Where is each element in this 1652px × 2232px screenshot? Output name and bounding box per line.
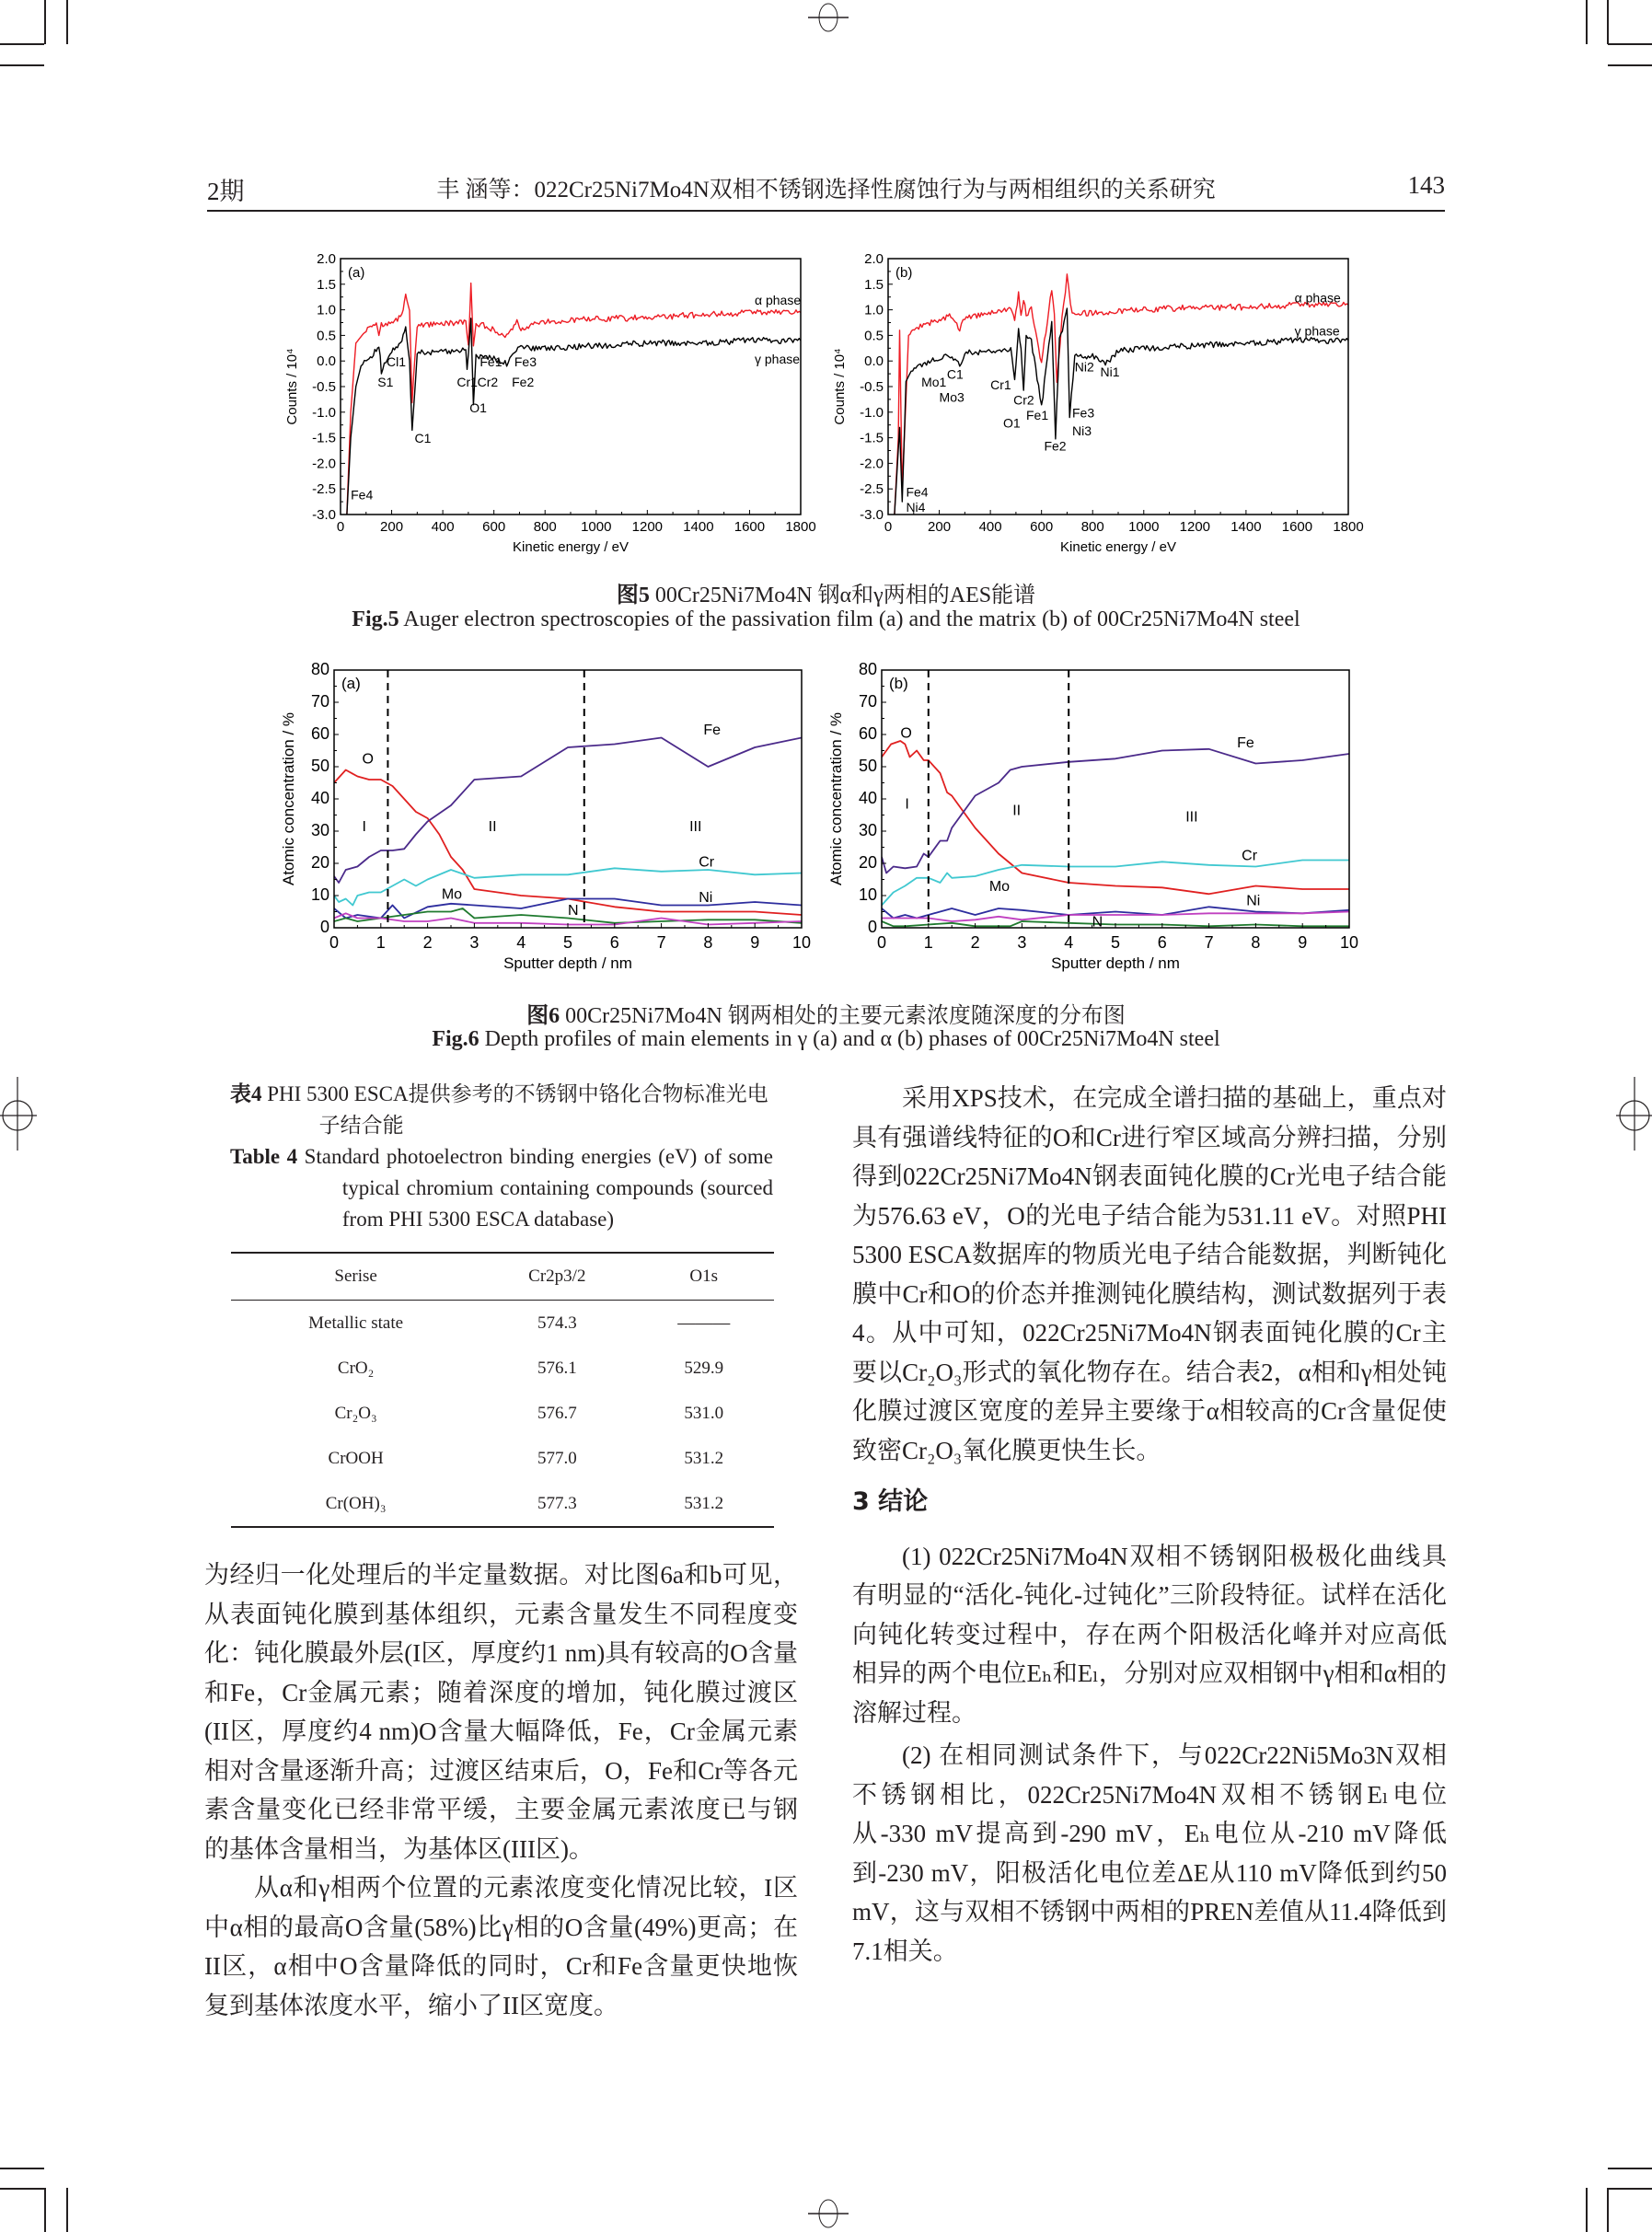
cell-cr2p: 577.3 bbox=[480, 1481, 633, 1527]
conclusion-item-2: (2) 在相同测试条件下，与022Cr22Ni5Mo3N双相不锈钢相比，022Cr25Ni7Mo4N双相不锈钢Eₗ电位从-330 mV提高到-290 mV，Eₕ电位从-210 mV降低到-230 mV，阳极活化电位差ΔE从110 mV降低到约50 mV，这与双相不锈钢中两相的PREN差值从11.4降低到7.1相关。 bbox=[852, 1741, 1447, 1965]
svg-text:(a): (a) bbox=[341, 675, 361, 692]
svg-text:7: 7 bbox=[1204, 933, 1214, 952]
running-header bbox=[207, 166, 1445, 212]
svg-text:1.0: 1.0 bbox=[317, 302, 336, 318]
svg-text:-3.0: -3.0 bbox=[860, 507, 884, 523]
column-header: O1s bbox=[633, 1253, 774, 1301]
svg-text:0: 0 bbox=[884, 519, 893, 535]
svg-text:5: 5 bbox=[562, 933, 573, 952]
annotation-label: O bbox=[362, 751, 374, 768]
fig5-caption-en bbox=[207, 607, 1445, 632]
left-column bbox=[204, 1555, 798, 2025]
paragraph: 为经归一化处理后的半定量数据。对比图6a和b可见，从表面钝化膜到基体组织，元素含量发生不同程度变化：钝化膜最外层(I区，厚度约1 nm)具有较高的O含量和Fe，Cr金属元素；随着深度的增加，钝化膜过渡区(II区，厚度约4 nm)O含量大幅降低，Fe，Cr金属元素相对含量逐渐升高；过渡区结束后，O，Fe和Cr等各元素含量变化已经非常平缓，主要金属元素浓度已与钢的基体含量相当，为基体区(III区)。 bbox=[204, 1561, 798, 1863]
svg-text:-2.5: -2.5 bbox=[860, 481, 884, 498]
svg-text:30: 30 bbox=[310, 821, 329, 839]
annotation-label: III bbox=[689, 819, 702, 835]
annotation-label: Fe3 bbox=[514, 353, 537, 369]
svg-text:Counts / 10⁴: Counts / 10⁴ bbox=[832, 348, 848, 425]
svg-text:50: 50 bbox=[858, 757, 877, 775]
table4-label-en: Table 4 bbox=[230, 1145, 298, 1168]
series-line-Mo bbox=[882, 912, 1349, 922]
svg-text:3: 3 bbox=[1017, 933, 1027, 952]
svg-text:800: 800 bbox=[533, 519, 557, 535]
fig6a-svg bbox=[267, 655, 819, 973]
svg-text:0: 0 bbox=[319, 918, 329, 936]
annotation-label: Cr2 bbox=[477, 375, 499, 389]
conclusion-item-1: (1) 022Cr25Ni7Mo4N双相不锈钢阳极极化曲线具有明显的“活化-钝化-过钝化”三阶段特征。试样在活化向钝化转变过程中，存在两个阳极活化峰并对应高低相异的两个电位Eₕ和Eₗ，分别对应双相钢中γ相和α相的溶解过程。 bbox=[852, 1542, 1447, 1727]
annotation-label: Fe1 bbox=[1026, 408, 1049, 423]
cell-series: Cr(OH)₃ bbox=[231, 1481, 480, 1527]
page-number: 143 bbox=[1407, 171, 1445, 199]
svg-text:1.0: 1.0 bbox=[864, 302, 884, 318]
cell-o1s: ——— bbox=[677, 1313, 731, 1333]
annotation-label: I bbox=[905, 796, 909, 813]
right-column bbox=[852, 1079, 1447, 1971]
annotation-label: Fe bbox=[703, 723, 721, 738]
annotation-label: Fe2 bbox=[512, 375, 535, 389]
svg-text:1.5: 1.5 bbox=[864, 276, 884, 293]
annotation-label: γ phase bbox=[755, 351, 801, 366]
cell-o1s: 529.9 bbox=[684, 1358, 724, 1378]
annotation-label: III bbox=[1185, 809, 1198, 826]
fig6b-svg bbox=[814, 655, 1367, 973]
svg-text:Atomic concentration / %: Atomic concentration / % bbox=[280, 711, 297, 886]
svg-text:-1.0: -1.0 bbox=[312, 404, 336, 421]
annotation-label: Cr1 bbox=[456, 375, 478, 389]
series-line-γ-phase bbox=[895, 308, 1348, 515]
svg-text:0: 0 bbox=[867, 918, 877, 936]
svg-text:Sputter depth / nm: Sputter depth / nm bbox=[503, 954, 632, 972]
svg-text:-3.0: -3.0 bbox=[312, 507, 336, 523]
svg-text:1200: 1200 bbox=[631, 519, 664, 535]
table-row bbox=[231, 1391, 774, 1436]
svg-text:600: 600 bbox=[482, 519, 506, 535]
annotation-label: Mo3 bbox=[939, 389, 965, 405]
svg-text:(b): (b) bbox=[895, 265, 913, 281]
fig5-caption-cn-text: 00Cr25Ni7Mo4N 钢α和γ两相的AES能谱 bbox=[654, 584, 1036, 607]
annotation-label: γ phase bbox=[1294, 323, 1340, 339]
fig6a-depth-profile-gamma bbox=[267, 655, 819, 977]
annotation-label: Ni3 bbox=[1072, 422, 1092, 438]
svg-text:4: 4 bbox=[1064, 933, 1074, 952]
svg-text:40: 40 bbox=[310, 789, 329, 807]
svg-text:80: 80 bbox=[858, 660, 877, 678]
svg-text:600: 600 bbox=[1030, 519, 1054, 535]
annotation-label: Ni4 bbox=[906, 500, 926, 515]
svg-text:8: 8 bbox=[1251, 933, 1261, 952]
svg-text:-1.5: -1.5 bbox=[312, 430, 336, 446]
series-line-α-phase bbox=[347, 283, 801, 515]
table-row bbox=[231, 1481, 774, 1527]
series-line-Fe bbox=[334, 738, 802, 884]
svg-text:2: 2 bbox=[422, 933, 433, 952]
paragraph: 采用XPS技术，在完成全谱扫描的基础上，重点对具有强谱线特征的O和Cr进行窄区域高分辨扫描，分别得到022Cr25Ni7Mo4N钢表面钝化膜的Cr光电子结合能为576.63 eV，O的光电子结合能为531.11 eV。对照PHI 5300 ESCA数据库的物质光电子结合能数据，判断钝化膜中Cr和O的价态并推测钝化膜结构，测试数据列于表4。从中可知，022Cr25Ni7Mo4N钢表面钝化膜的Cr主要以Cr₂O₃形式的氧化物存在。结合表2，α相和γ相处钝化膜过渡区宽度的差异主要缘于α相较高的Cr含量促使致密Cr₂O₃氧化膜更快生长。 bbox=[852, 1084, 1447, 1464]
registration-mark-bottom bbox=[801, 2195, 856, 2232]
registration-mark-right bbox=[1612, 1077, 1652, 1160]
svg-text:40: 40 bbox=[858, 789, 877, 807]
cell-cr2p: 574.3 bbox=[537, 1313, 577, 1333]
annotation-label: O bbox=[900, 725, 912, 742]
annotation-label: Fe bbox=[1237, 735, 1254, 751]
svg-text:400: 400 bbox=[978, 519, 1002, 535]
svg-text:1400: 1400 bbox=[683, 519, 714, 535]
table-row bbox=[231, 1301, 774, 1347]
header-rule bbox=[207, 210, 1445, 212]
svg-text:10: 10 bbox=[858, 885, 877, 904]
annotation-label: Fe4 bbox=[351, 487, 374, 503]
cell-series: Metallic state bbox=[308, 1313, 404, 1333]
svg-text:20: 20 bbox=[310, 853, 329, 872]
table-row bbox=[231, 1436, 774, 1481]
cell-cr2p: 577.0 bbox=[537, 1448, 577, 1468]
svg-text:1600: 1600 bbox=[1281, 519, 1313, 535]
svg-text:-0.5: -0.5 bbox=[860, 379, 884, 395]
series-line-Cr bbox=[882, 861, 1349, 906]
series-line-O bbox=[334, 770, 802, 916]
svg-text:0: 0 bbox=[876, 933, 887, 952]
annotation-label: C1 bbox=[946, 366, 964, 382]
svg-text:0: 0 bbox=[329, 933, 340, 952]
annotation-label: Ni2 bbox=[1074, 359, 1094, 375]
svg-text:200: 200 bbox=[928, 519, 952, 535]
svg-text:10: 10 bbox=[310, 885, 329, 904]
svg-text:200: 200 bbox=[380, 519, 404, 535]
fig6-caption-en bbox=[207, 1027, 1445, 1052]
svg-text:1600: 1600 bbox=[734, 519, 766, 535]
svg-text:0.5: 0.5 bbox=[317, 328, 336, 344]
annotation-label: C1 bbox=[414, 431, 432, 446]
annotation-label: Cl1 bbox=[387, 353, 407, 369]
table4-title-en: Standard photoelectron binding energies (eV) of some typical chromium containing compounds (sourced from PHI 5300 ESCA database) bbox=[304, 1145, 774, 1231]
svg-text:6: 6 bbox=[1157, 933, 1167, 952]
annotation-label: α phase bbox=[755, 293, 802, 308]
svg-text:-0.5: -0.5 bbox=[312, 379, 336, 395]
svg-text:9: 9 bbox=[750, 933, 760, 952]
svg-text:Kinetic energy / eV: Kinetic energy / eV bbox=[513, 539, 629, 555]
annotation-label: Cr bbox=[1242, 848, 1258, 864]
svg-text:(b): (b) bbox=[889, 675, 908, 692]
svg-text:50: 50 bbox=[310, 757, 329, 775]
fig5a-svg bbox=[267, 244, 819, 561]
cell-series: Cr₂O₃ bbox=[334, 1403, 377, 1423]
fig5-caption-en-text: Auger electron spectroscopies of the passivation film (a) and the matrix (b) of 00Cr25Ni7Mo4N steel bbox=[403, 607, 1300, 631]
annotation-label: Fe2 bbox=[1044, 438, 1067, 454]
svg-text:0: 0 bbox=[336, 519, 345, 535]
table4-title bbox=[230, 1079, 773, 1235]
fig5b-svg bbox=[814, 244, 1367, 561]
paragraph: 从α和γ相两个位置的元素浓度变化情况比较，I区中α相的最高O含量(58%)比γ相的O含量(49%)更高；在II区，α相中O含量降低的同时，Cr和Fe含量更快地恢复到基体浓度水平，缩小了II区宽度。 bbox=[204, 1874, 798, 2019]
svg-text:1: 1 bbox=[375, 933, 386, 952]
table4-label-cn: 表4 bbox=[230, 1082, 262, 1105]
svg-text:400: 400 bbox=[431, 519, 455, 535]
svg-text:1800: 1800 bbox=[1333, 519, 1364, 535]
annotation-label: Ni1 bbox=[1100, 364, 1120, 379]
svg-text:30: 30 bbox=[858, 821, 877, 839]
fig6-label-cn: 图6 bbox=[526, 1004, 560, 1028]
svg-text:4: 4 bbox=[516, 933, 526, 952]
svg-text:70: 70 bbox=[310, 692, 329, 711]
fig5-label-cn: 图5 bbox=[616, 584, 650, 607]
svg-text:60: 60 bbox=[310, 724, 329, 743]
svg-text:1: 1 bbox=[923, 933, 933, 952]
table4-title-cn: PHI 5300 ESCA提供参考的不锈钢中铬化合物标准光电子结合能 bbox=[267, 1082, 768, 1137]
annotation-label: I bbox=[362, 819, 366, 835]
fig5a-aes-spectrum-passivation-film bbox=[267, 244, 819, 566]
fig6-label-en: Fig.6 bbox=[432, 1027, 479, 1051]
series-line-Cr bbox=[334, 868, 802, 905]
svg-text:70: 70 bbox=[858, 692, 877, 711]
svg-text:Sputter depth / nm: Sputter depth / nm bbox=[1051, 954, 1180, 972]
table-row bbox=[231, 1346, 774, 1391]
annotation-label: II bbox=[1012, 803, 1022, 819]
issue-number: 2期 bbox=[207, 178, 245, 205]
svg-text:1200: 1200 bbox=[1179, 519, 1211, 535]
fig6-caption-cn-text: 00Cr25Ni7Mo4N 钢两相处的主要元素浓度随深度的分布图 bbox=[565, 1004, 1126, 1028]
cell-cr2p: 576.7 bbox=[537, 1403, 577, 1423]
svg-text:7: 7 bbox=[656, 933, 666, 952]
svg-text:-1.5: -1.5 bbox=[860, 430, 884, 446]
fig6b-depth-profile-alpha bbox=[814, 655, 1367, 977]
annotation-label: N bbox=[1092, 914, 1103, 931]
svg-text:9: 9 bbox=[1298, 933, 1308, 952]
column-header: Cr2p3/2 bbox=[480, 1253, 633, 1301]
svg-text:800: 800 bbox=[1080, 519, 1104, 535]
fig5b-aes-spectrum-matrix bbox=[814, 244, 1367, 566]
running-title: 丰 涵等：022Cr25Ni7Mo4N双相不锈钢选择性腐蚀行为与两相组织的关系研究 bbox=[436, 178, 1216, 202]
annotation-label: Mo bbox=[441, 886, 463, 903]
svg-text:3: 3 bbox=[469, 933, 479, 952]
svg-text:1800: 1800 bbox=[785, 519, 816, 535]
annotation-label: Mo bbox=[988, 878, 1011, 895]
column-header: Serise bbox=[231, 1253, 480, 1301]
annotation-label: Cr bbox=[699, 854, 715, 871]
svg-text:2.0: 2.0 bbox=[864, 251, 884, 267]
annotation-label: II bbox=[488, 819, 497, 835]
svg-text:Kinetic energy / eV: Kinetic energy / eV bbox=[1060, 539, 1176, 555]
fig6-caption-en-text: Depth profiles of main elements in γ (a) and α (b) phases of 00Cr25Ni7Mo4N steel bbox=[484, 1027, 1220, 1051]
annotation-label: Cr1 bbox=[990, 376, 1011, 392]
annotation-label: O1 bbox=[469, 399, 487, 415]
annotation-label: N bbox=[568, 903, 579, 919]
svg-text:10: 10 bbox=[1339, 933, 1359, 952]
svg-text:80: 80 bbox=[310, 660, 329, 678]
svg-text:(a): (a) bbox=[348, 265, 365, 281]
fig5-label-en: Fig.5 bbox=[352, 607, 399, 631]
series-line-Fe bbox=[882, 749, 1349, 873]
svg-text:10: 10 bbox=[791, 933, 812, 952]
svg-text:1000: 1000 bbox=[1128, 519, 1160, 535]
annotation-label: Mo1 bbox=[921, 375, 947, 389]
svg-text:1.5: 1.5 bbox=[317, 276, 336, 293]
svg-text:8: 8 bbox=[703, 933, 713, 952]
annotation-label: Ni bbox=[1246, 893, 1261, 909]
svg-text:6: 6 bbox=[609, 933, 619, 952]
annotation-label: O1 bbox=[1003, 415, 1021, 431]
svg-text:2: 2 bbox=[970, 933, 980, 952]
cell-o1s: 531.0 bbox=[684, 1403, 724, 1423]
annotation-label: Fe1 bbox=[479, 353, 503, 369]
series-line-γ-phase bbox=[347, 318, 801, 515]
svg-text:-1.0: -1.0 bbox=[860, 404, 884, 421]
annotation-label: S1 bbox=[377, 375, 394, 389]
table4 bbox=[231, 1252, 774, 1528]
svg-text:20: 20 bbox=[858, 853, 877, 872]
registration-mark-left bbox=[0, 1077, 41, 1160]
svg-text:0.5: 0.5 bbox=[864, 328, 884, 344]
svg-text:5: 5 bbox=[1110, 933, 1121, 952]
annotation-label: Ni bbox=[699, 890, 713, 906]
cell-cr2p: 576.1 bbox=[537, 1358, 577, 1378]
fig6-caption-cn bbox=[207, 997, 1445, 1029]
annotation-label: Fe4 bbox=[906, 484, 929, 500]
annotation-label: α phase bbox=[1294, 290, 1341, 306]
cell-series: CrO₂ bbox=[337, 1358, 375, 1378]
svg-text:0.0: 0.0 bbox=[864, 353, 884, 370]
section-heading-conclusion: 3 结论 bbox=[852, 1487, 929, 1516]
svg-text:0.0: 0.0 bbox=[317, 353, 336, 370]
svg-text:1400: 1400 bbox=[1230, 519, 1262, 535]
series-line-O bbox=[882, 741, 1349, 894]
cell-o1s: 531.2 bbox=[684, 1448, 724, 1468]
annotation-label: Fe3 bbox=[1072, 405, 1095, 421]
svg-text:60: 60 bbox=[858, 724, 877, 743]
svg-text:1000: 1000 bbox=[581, 519, 612, 535]
svg-text:Counts / 10⁴: Counts / 10⁴ bbox=[284, 348, 300, 425]
registration-mark-top bbox=[801, 0, 856, 37]
svg-text:-2.5: -2.5 bbox=[312, 481, 336, 498]
table-header-row bbox=[231, 1253, 774, 1301]
cell-o1s: 531.2 bbox=[633, 1481, 774, 1527]
svg-text:2.0: 2.0 bbox=[317, 251, 336, 267]
svg-text:-2.0: -2.0 bbox=[860, 456, 884, 472]
svg-text:-2.0: -2.0 bbox=[312, 456, 336, 472]
svg-text:Atomic concentration / %: Atomic concentration / % bbox=[827, 711, 845, 886]
annotation-label: Cr2 bbox=[1013, 392, 1034, 408]
fig5-caption-cn bbox=[207, 576, 1445, 608]
cell-series: CrOOH bbox=[328, 1448, 384, 1468]
